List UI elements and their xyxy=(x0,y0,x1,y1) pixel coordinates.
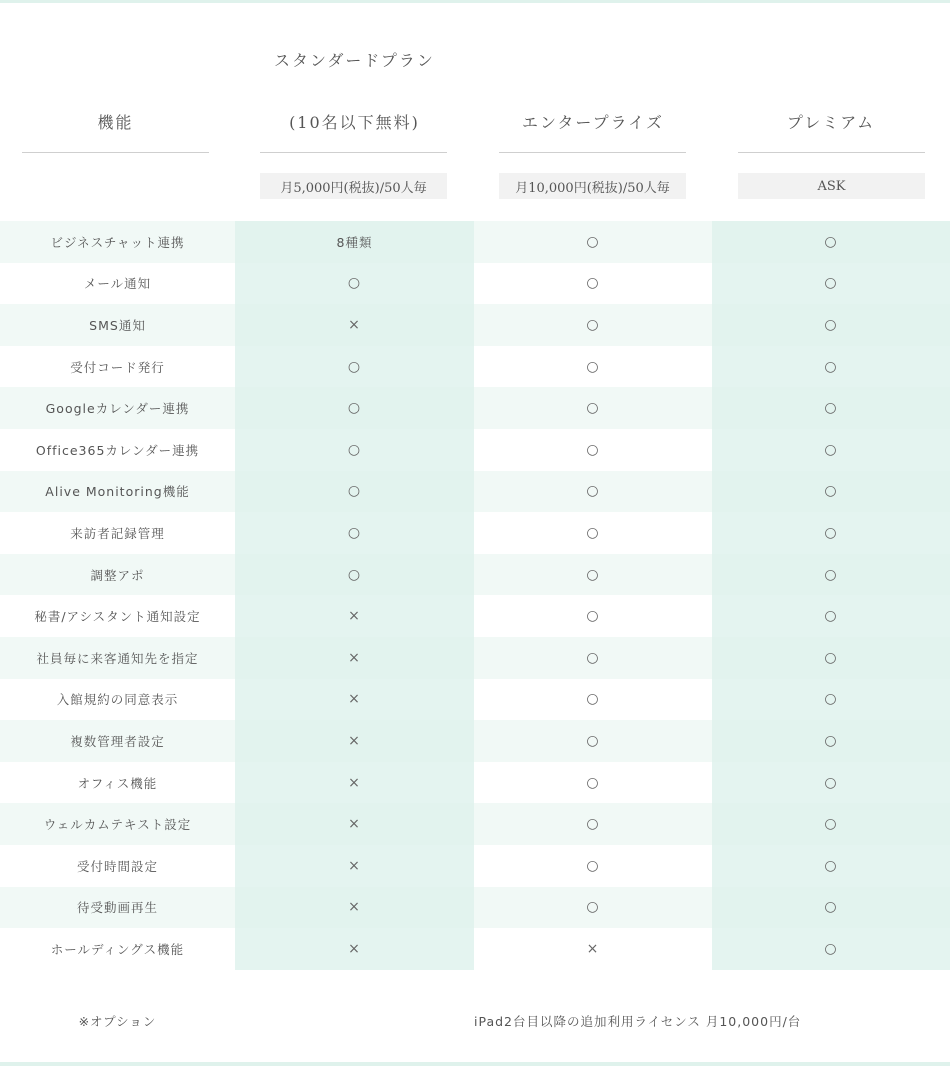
table-row xyxy=(0,762,950,804)
enterprise-value-cell: ○ xyxy=(586,524,600,541)
enterprise-plan-title: エンタープライズ xyxy=(522,113,664,132)
enterprise-value-cell: × xyxy=(586,940,600,957)
standard-value-cell: ○ xyxy=(347,566,362,583)
standard-value-cell: ○ xyxy=(347,358,362,375)
premium-value-cell: ○ xyxy=(824,649,838,666)
feature-name-cell: ホールディングス機能 xyxy=(50,941,185,957)
table-row xyxy=(0,512,950,554)
standard-price: 月5,000円(税抜)/50人毎 xyxy=(260,173,447,199)
feature-name-cell: SMS通知 xyxy=(89,317,146,333)
standard-value-cell: ○ xyxy=(347,524,362,541)
enterprise-value-cell: ○ xyxy=(586,358,600,375)
enterprise-value-cell: ○ xyxy=(586,732,600,749)
table-row xyxy=(0,803,950,845)
standard-value-cell: × xyxy=(348,857,361,874)
premium-value-cell: ○ xyxy=(824,358,838,375)
feature-column-underline xyxy=(22,152,209,153)
standard-value-cell: ○ xyxy=(347,483,362,500)
enterprise-value-cell: ○ xyxy=(586,608,600,625)
premium-value-cell: ○ xyxy=(824,816,838,833)
enterprise-column-underline xyxy=(499,152,686,153)
enterprise-price: 月10,000円(税抜)/50人毎 xyxy=(499,173,686,199)
standard-value-cell: × xyxy=(348,899,361,916)
standard-value-cell: × xyxy=(348,608,361,625)
enterprise-value-cell: ○ xyxy=(586,566,600,583)
table-row xyxy=(0,845,950,887)
premium-value-cell: ○ xyxy=(824,524,838,541)
standard-value-cell: × xyxy=(348,940,361,957)
premium-value-cell: ○ xyxy=(824,608,838,625)
enterprise-value-cell: ○ xyxy=(586,691,600,708)
table-row xyxy=(0,679,950,721)
standard-value-cell: × xyxy=(348,691,361,708)
feature-comparison-rows xyxy=(0,221,950,970)
premium-plan-title: プレミアム xyxy=(786,113,876,132)
premium-value-cell: ○ xyxy=(824,857,838,874)
table-row xyxy=(0,346,950,388)
enterprise-value-cell: ○ xyxy=(586,816,600,833)
option-label: ※オプション xyxy=(78,1014,157,1029)
standard-value-cell: ○ xyxy=(347,441,362,458)
enterprise-value-cell: ○ xyxy=(586,899,600,916)
table-row xyxy=(0,720,950,762)
premium-price: ASK xyxy=(738,173,925,199)
table-row xyxy=(0,387,950,429)
feature-name-cell: ビジネスチャット連携 xyxy=(50,234,185,250)
standard-value-cell: ○ xyxy=(347,400,362,417)
premium-value-cell: ○ xyxy=(824,566,838,583)
standard-column-underline xyxy=(260,152,447,153)
feature-name-cell: Alive Monitoring機能 xyxy=(45,484,190,500)
enterprise-value-cell: ○ xyxy=(586,483,600,500)
table-row xyxy=(0,221,950,263)
enterprise-value-cell: ○ xyxy=(586,400,600,417)
feature-name-cell: 社員毎に来客通知先を指定 xyxy=(36,650,199,666)
table-row xyxy=(0,471,950,513)
standard-plan-note: (10名以下無料) xyxy=(289,113,420,132)
standard-plan-title xyxy=(235,48,474,138)
feature-name-cell: Googleカレンダー連携 xyxy=(45,401,190,417)
feature-column-title: 機能 xyxy=(97,113,134,132)
feature-name-cell: オフィス機能 xyxy=(77,775,158,791)
enterprise-value-cell: ○ xyxy=(586,649,600,666)
premium-value-cell: ○ xyxy=(824,275,838,292)
standard-value-cell: × xyxy=(348,816,361,833)
table-row xyxy=(0,928,950,970)
feature-name-cell: 待受動画再生 xyxy=(76,900,158,916)
pricing-table-header xyxy=(0,0,950,221)
premium-value-cell: ○ xyxy=(824,899,838,916)
premium-value-cell: ○ xyxy=(824,483,838,500)
premium-value-cell: ○ xyxy=(824,233,838,250)
premium-column-underline xyxy=(738,152,925,153)
feature-name-cell: ウェルカムテキスト設定 xyxy=(43,817,192,833)
feature-name-cell: 複数管理者設定 xyxy=(70,733,165,749)
feature-name-cell: 受付時間設定 xyxy=(76,858,158,874)
feature-name-cell: 調整アポ xyxy=(90,567,145,583)
premium-value-cell: ○ xyxy=(824,732,838,749)
table-row xyxy=(0,304,950,346)
standard-value-cell: × xyxy=(348,316,361,333)
standard-plan-name: スタンダードプラン xyxy=(274,51,435,70)
standard-value-cell: × xyxy=(348,774,361,791)
table-row xyxy=(0,637,950,679)
enterprise-value-cell: ○ xyxy=(586,441,600,458)
enterprise-value-cell: ○ xyxy=(586,275,600,292)
enterprise-value-cell: ○ xyxy=(586,774,600,791)
standard-value-cell: ○ xyxy=(347,275,362,292)
premium-value-cell: ○ xyxy=(824,940,838,957)
enterprise-value-cell: ○ xyxy=(586,857,600,874)
standard-value-cell: × xyxy=(348,732,361,749)
premium-value-cell: ○ xyxy=(824,691,838,708)
enterprise-value-cell: ○ xyxy=(586,233,600,250)
premium-value-cell: ○ xyxy=(824,316,838,333)
feature-name-cell: 受付コード発行 xyxy=(70,359,165,375)
option-text: iPad2台目以降の追加利用ライセンス 月10,000円/台 xyxy=(474,1014,802,1029)
feature-name-cell: 来訪者記録管理 xyxy=(70,525,165,541)
feature-name-cell: メール通知 xyxy=(83,276,152,292)
enterprise-value-cell: ○ xyxy=(586,316,600,333)
table-row xyxy=(0,595,950,637)
feature-name-cell: 秘書/アシスタント通知設定 xyxy=(34,609,201,625)
feature-name-cell: 入館規約の同意表示 xyxy=(56,692,179,708)
premium-value-cell: ○ xyxy=(824,400,838,417)
premium-value-cell: ○ xyxy=(824,774,838,791)
standard-value-cell: 8種類 xyxy=(336,234,373,250)
bottom-border xyxy=(0,1062,950,1066)
table-row xyxy=(0,263,950,305)
standard-value-cell: × xyxy=(348,649,361,666)
feature-name-cell: Office365カレンダー連携 xyxy=(35,442,200,458)
table-row xyxy=(0,887,950,929)
table-row xyxy=(0,554,950,596)
table-row xyxy=(0,429,950,471)
premium-value-cell: ○ xyxy=(824,441,838,458)
